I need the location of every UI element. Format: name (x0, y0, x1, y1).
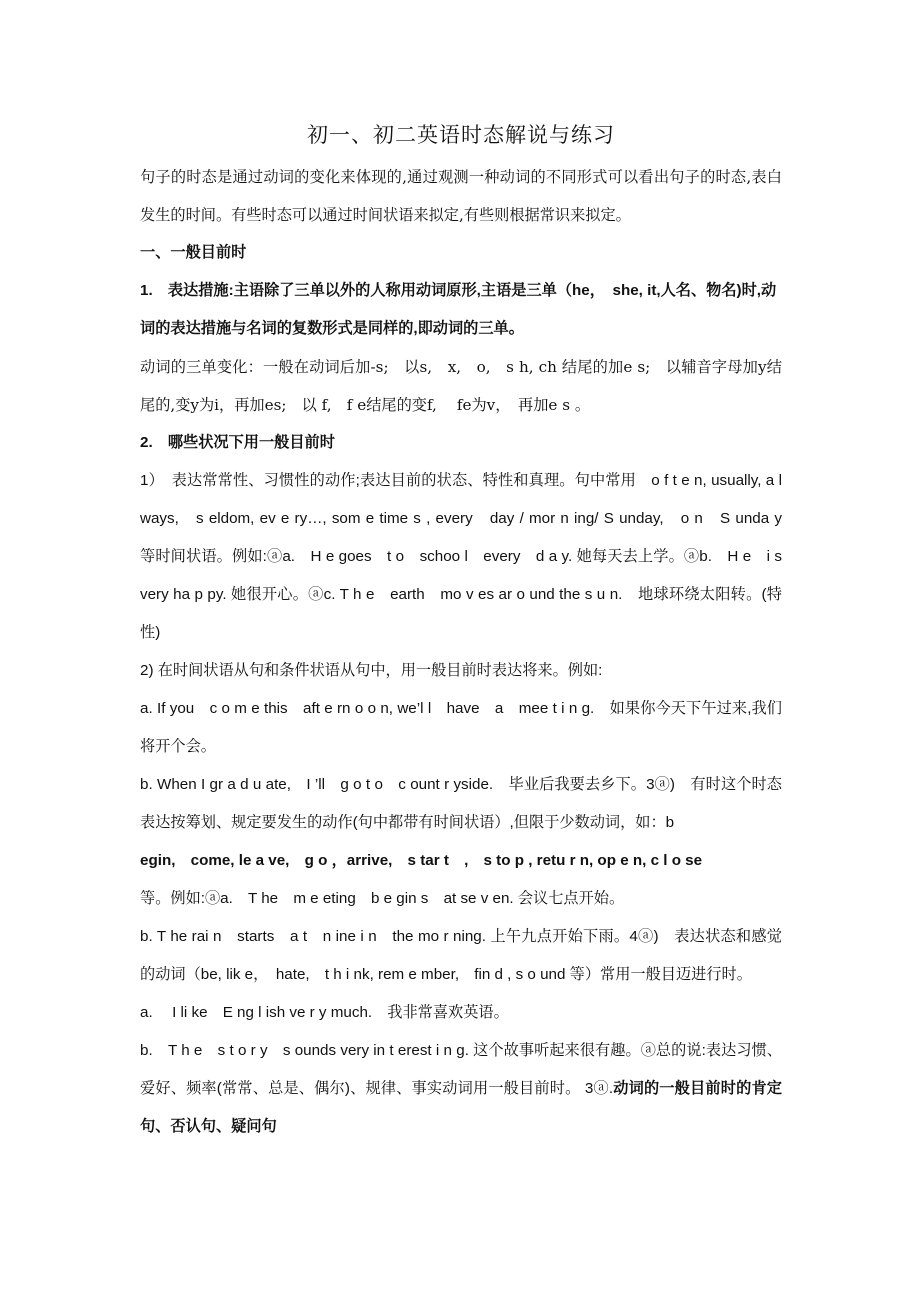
usage-4-example-b-text: b. T h e s t o r y s ounds very in t erest i n g. 这个故事听起来很有趣。ⓐ总的说:表达习惯、爱好、频率(常常、总是、偶尔)、规律、事实动词用一般目前时。 3ⓐ. (140, 1042, 782, 1097)
intro-paragraph: 句子的时态是通过动词的变化来体现的,通过观测一种动词的不同形式可以看出句子的时态,表白发生的时间。有些时态可以通过时间状语来拟定,有些则根据常识来拟定。 (140, 168, 782, 224)
item-1-rule-heading: 1. 表达措施:主语除了三单以外的人称用动词原形,主语是三单（he， she, it,人名、物名)时,动词的表达措施与名词的复数形式是同样的,即动词的三单。 (140, 282, 777, 337)
usage-4-example-b (140, 1032, 782, 1146)
item-2-heading: 2. 哪些状况下用一般目前时 (140, 434, 335, 451)
usage-3-verb-list: egin, come, le a ve, g o ，arrive, s tar t , s to p , retu r n, op e n, c l o se (140, 852, 703, 869)
section-3-heading: 动词的一般目前时的肯定句、否认句、疑问句 (140, 1080, 782, 1135)
third-person-rule-paragraph: 动词的三单变化：一般在动词后加-s; 以s, x, o, s h, ch 结尾的加e s; 以辅音字母加y结尾的,变y为i，再加es; 以 f, f e结尾的变f, fe为v， 再加e s 。 (140, 358, 782, 414)
document-title: 初一、初二英语时态解说与练习 (307, 123, 615, 147)
usage-1-paragraph: 1） 表达常常性、习惯性的动作;表达目前的状态、特性和真理。句中常用 o f t e n, usually, a l ways, s eldom, ev e ry…, som e time s , every day / mor n ing/ S unday, o n S unda y 等时间状语。例如:ⓐa. H e goes t o schoo l every d a y. 她每天去上学。ⓐb. H e i s very ha p py. 她很开心。ⓐc. T h e earth mo v es ar o und the s u n. 地球环绕太阳转。(特性) (140, 472, 798, 641)
usage-3-example-a: 等。例如:ⓐa. T he m e eting b e gin s at se v en. 会议七点开始。 (140, 890, 625, 907)
usage-2-example-a: a. If you c o m e this aft e rn o o n, we’l l have a mee t i n g. 如果你今天下午过来,我们将开个会。 (140, 700, 782, 755)
usage-2-example-b: b. When I gr a d u ate, I ’ll g o t o c ount r yside. 毕业后我要去乡下。3ⓐ) 有时这个时态表达按筹划、规定要发生的动作(句中都带有时间状语）,但限于少数动词，如：b (140, 776, 782, 831)
usage-2-intro: 2) 在时间状语从句和条件状语从句中，用一般目前时表达将来。例如: (140, 662, 603, 679)
usage-4-example-a: a. I li ke E ng l ish ve r y much. 我非常喜欢英语。 (140, 1004, 509, 1021)
section-1-heading: 一、一般目前时 (140, 244, 247, 261)
usage-3-example-b: b. T he rai n starts a t n ine i n the mo r ning. 上午九点开始下雨。4ⓐ) 表达状态和感觉的动词（be, lik e， hate, t h i nk, rem e mber, fin d , s o und 等）常用一般目迈进行时。 (140, 928, 782, 983)
